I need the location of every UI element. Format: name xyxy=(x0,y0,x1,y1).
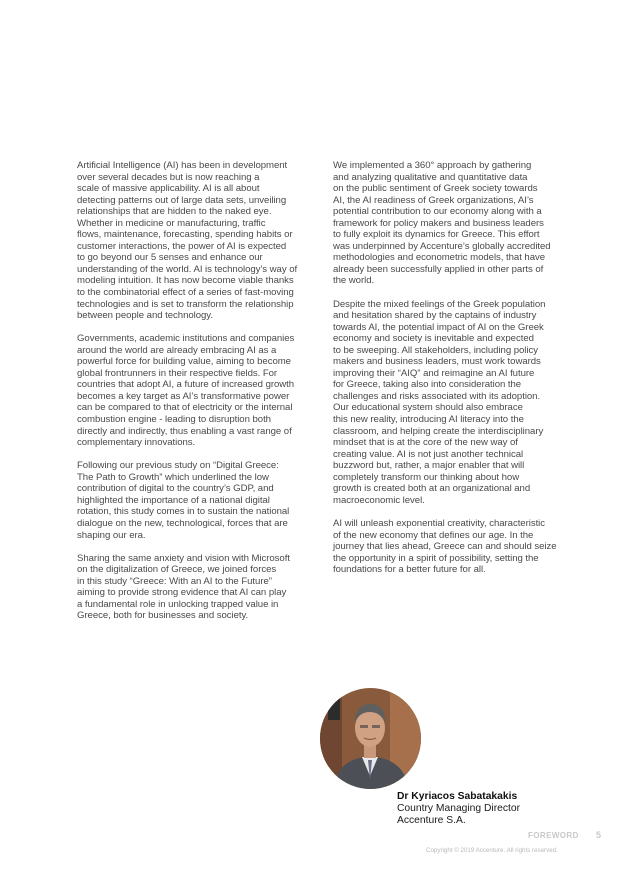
governments-paragraph: Governments, academic institutions and companies around the world are already embracing AI as a powerful force for building value, aiming to become global frontrunners in their respective fields. For countries that adopt AI, a future of increased growth becomes a key target as AI’s transformative power can be compared to that of electricity or the internal combustion engine - leading to disruption both directly and indirectly, thus enabling a vast range of complementary innovations. xyxy=(77,333,295,449)
signature-title: Country Managing Director xyxy=(397,803,521,815)
page-number: 5 xyxy=(596,830,602,840)
copyright-notice: Copyright © 2019 Accenture. All rights reserved. xyxy=(426,847,558,854)
microsoft-paragraph: Sharing the same anxiety and vision with Microsoft on the digitalization of Greece, we joined forces in this study “Greece: With an AI to the Future” aiming to provide strong evidence that AI can play a fundamental role in unlocking trapped value in Greece, both for businesses and society. xyxy=(77,552,290,622)
signature-company: Accenture S.A. xyxy=(397,815,466,827)
author-portrait xyxy=(320,688,421,789)
impact-paragraph: Despite the mixed feelings of the Greek population and hesitation shared by the captains of industry towards AI, the potential impact of AI on the Greek economy and society is inevitable and expected to be sweeping. All stakeholders, including policy makers and business leaders, must work towards improving their “AIQ” and reimagine an AI future for Greece, taking also into consideration the challenges and risks associated with its adoption. Our educational system should also embrace this new reality, introducing AI literacy into the classroom, and helping create the interdisciplinary mindset that is at the core of the new way of creating value. AI is not just another technical buzzword but, rather, a major enabler that will completely transform our thinking about how growth is created both at an organizational and macroeconomic level. xyxy=(333,298,546,506)
approach-paragraph: We implemented a 360° approach by gathering and analyzing qualitative and quantitative data on the public sentiment of Greek society towards AI, the AI readiness of Greek organizations, AI’s potential contribution to our economy along with a framework for policy makers and business leaders to fully exploit its dynamics for Greece. This effort was underpinned by Accenture’s globally accredited methodologies and econometric models, that have already been successfully applied in other parts of the world. xyxy=(333,160,551,287)
signature-block xyxy=(397,791,520,828)
left-text-column xyxy=(77,160,320,633)
portrait-illustration xyxy=(320,688,421,789)
intro-paragraph: Artificial Intelligence (AI) has been in development over several decades but is now reaching a scale of massive applicability. AI is all about detecting patterns out of large data sets, unveiling relationships that are hidden to the naked eye. Whether in medicine or manufacturing, traffic flows, maintenance, forecasting, spending habits or customer interactions, the power of AI is expected to go beyond our 5 senses and enhance our understanding of the world. AI is technology’s way of modeling intuition. It has now become viable thanks to the combinatorial effect of a series of fast-moving technologies and is set to transform the relationship between people and technology. xyxy=(77,160,298,322)
signature-name: Dr Kyriacos Sabatakakis xyxy=(397,791,518,802)
footer-section-label: FOREWORD xyxy=(528,831,579,840)
previous-study-paragraph: Following our previous study on “Digital Greece: The Path to Growth” which underlined the low contribution of digital to the country’s GDP, and highlighted the importance of a national digital rotation, this study comes in to sustain the national dialogue on the new, technological, forces that are shaping our era. xyxy=(77,460,290,541)
creativity-paragraph: AI will unleash exponential creativity, characteristic of the new economy that defines our age. In the journey that lies ahead, Greece can and should seize the opportunity in a spirit of possibility, setting the foundations for a better future for all. xyxy=(333,517,557,576)
right-text-column xyxy=(333,160,579,587)
